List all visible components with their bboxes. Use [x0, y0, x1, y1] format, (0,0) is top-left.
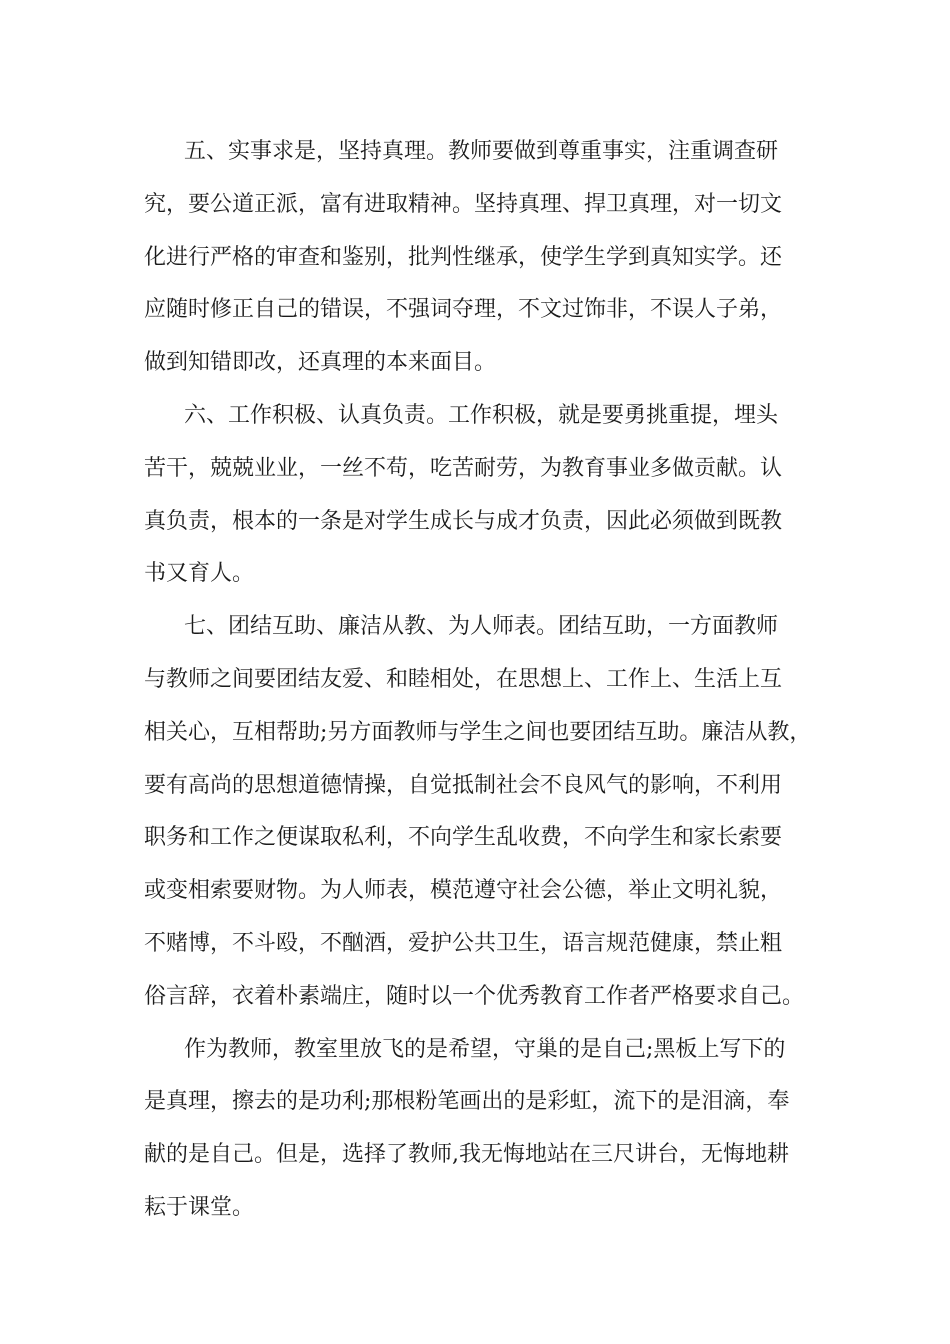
paragraph-line: 七、团结互助、廉洁从教、为人师表。团结互助，一方面教师: [184, 614, 779, 640]
paragraph-five-truth: [144, 126, 824, 390]
paragraph-line: 不赌博，不斗殴，不酗酒，爱护公共卫生，语言规范健康，禁止粗: [144, 930, 783, 956]
paragraph-line: 五、实事求是，坚持真理。教师要做到尊重事实，注重调查研: [184, 139, 779, 164]
paragraph-line: 书又育人。: [144, 561, 255, 587]
paragraph-line: 苦干，兢兢业业，一丝不苟，吃苦耐劳，为教育事业多做贡献。认: [144, 455, 783, 481]
paragraph-six-diligence: [144, 390, 824, 601]
paragraph-line: 与教师之间要团结友爱、和睦相处，在思想上、工作上、生活上互: [144, 666, 783, 692]
paragraph-line: 或变相索要财物。为人师表，模范遵守社会公德，举止文明礼貌，: [144, 878, 783, 904]
paragraph-line: 职务和工作之便谋取私利，不向学生乱收费，不向学生和家长索要: [144, 825, 783, 851]
paragraph-seven-unity: [144, 601, 824, 1023]
paragraph-line: 应随时修正自己的错误，不强词夺理，不文过饰非，不误人子弟，: [144, 297, 783, 323]
paragraph-line: 要有高尚的思想道德情操，自觉抵制社会不良风气的影响，不利用: [144, 772, 783, 798]
paragraph-line: 俗言辞，衣着朴素端庄，随时以一个优秀教育工作者严格要求自己。: [144, 983, 805, 1009]
paragraph-line: 作为教师，教室里放飞的是希望，守巢的是自己;黑板上写下的: [184, 1036, 786, 1062]
paragraph-line: 真负责，根本的一条是对学生成长与成才负责，因此必须做到既教: [144, 508, 783, 534]
document-body: [144, 126, 824, 1235]
paragraph-line: 究，要公道正派，富有进取精神。坚持真理、捍卫真理，对一切文: [144, 191, 783, 217]
paragraph-line: 献的是自己。但是，选择了教师,我无悔地站在三尺讲台，无悔地耕: [144, 1142, 789, 1168]
paragraph-line: 耘于课堂。: [144, 1194, 255, 1220]
paragraph-line: 做到知错即改，还真理的本来面目。: [144, 350, 497, 376]
paragraph-line: 是真理，擦去的是功利;那根粉笔画出的是彩虹，流下的是泪滴，奉: [144, 1089, 790, 1115]
paragraph-line: 化进行严格的审查和鉴别，批判性继承，使学生学到真知实学。还: [144, 244, 783, 270]
paragraph-closing: [144, 1024, 824, 1235]
paragraph-line: 六、工作积极、认真负责。工作积极，就是要勇挑重提，埋头: [184, 402, 779, 428]
paragraph-line: 相关心，互相帮助;另方面教师与学生之间也要团结互助。廉洁从教，: [144, 719, 812, 745]
